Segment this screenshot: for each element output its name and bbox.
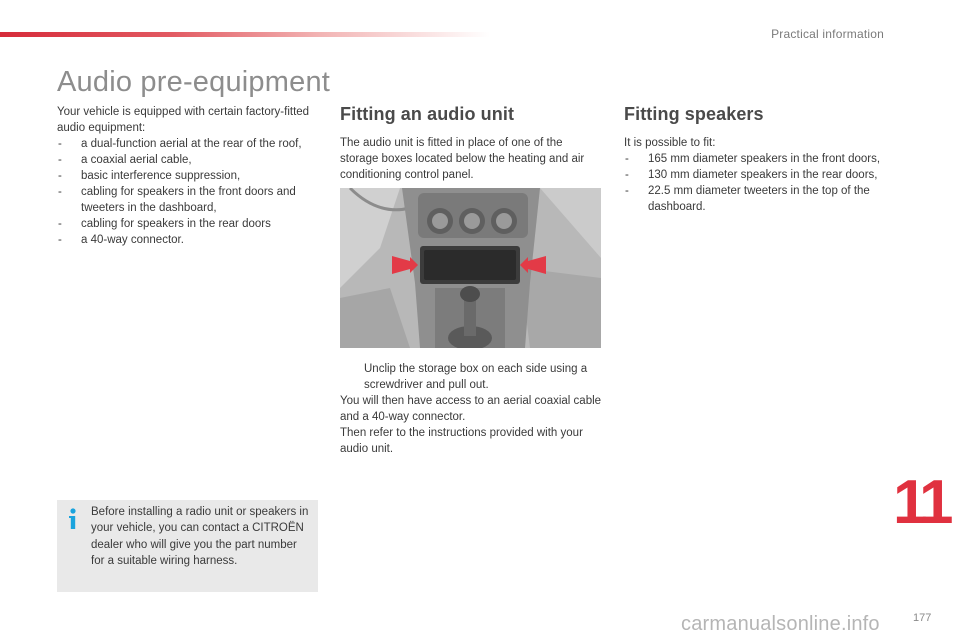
intro-text: Your vehicle is equipped with certain factory-fitted audio equipment:	[57, 106, 310, 134]
info-box	[57, 500, 318, 592]
speakers-item: - 22.5 mm diameter tweeters in the top of the dashboard.	[624, 183, 894, 215]
step-item	[340, 361, 602, 393]
page-number: 177	[913, 612, 932, 624]
fitting-speakers-text: It is possible to fit:	[624, 137, 716, 149]
chapter-number: 11	[893, 468, 949, 537]
equipment-item: - a 40-way connector.	[57, 232, 322, 248]
equipment-list	[57, 136, 322, 248]
section-label: Practical information	[771, 27, 884, 41]
header-accent-bar	[0, 32, 490, 37]
fitting-audio-text: The audio unit is fitted in place of one of the storage boxes located below the heating and air conditioning control panel.	[340, 137, 585, 181]
equipment-item: - cabling for speakers in the front doors and tweeters in the dashboard,	[57, 184, 322, 216]
fitting-audio-para: You will then have access to an aerial coaxial cable and a 40-way connector.	[340, 395, 602, 423]
fitting-audio-heading: Fitting an audio unit	[340, 104, 515, 124]
equipment-item: - a dual-function aerial at the rear of the roof,	[57, 136, 322, 152]
console-photo	[340, 188, 601, 348]
watermark: carmanualsonline.info	[681, 613, 880, 635]
info-icon	[68, 508, 78, 530]
speakers-list	[624, 151, 894, 215]
intro-column	[57, 104, 322, 248]
step-text: Unclip the storage box on each side using a screwdriver and pull out.	[364, 363, 588, 391]
fitting-audio-column	[340, 103, 602, 183]
fitting-audio-para: Then refer to the instructions provided with your audio unit.	[340, 427, 583, 455]
fitting-speakers-heading: Fitting speakers	[624, 104, 764, 124]
equipment-item: - basic interference suppression,	[57, 168, 322, 184]
equipment-item: - cabling for speakers in the rear doors	[57, 216, 322, 232]
fitting-speakers-column	[624, 103, 894, 215]
speakers-item: - 130 mm diameter speakers in the rear doors,	[624, 167, 894, 183]
info-box-text: Before installing a radio unit or speakers in your vehicle, you can contact a CITROËN dealer who will give you the part number for a suitable wiring harness.	[91, 506, 309, 568]
console-illustration	[340, 188, 601, 348]
equipment-item: - a coaxial aerial cable,	[57, 152, 322, 168]
speakers-item: - 165 mm diameter speakers in the front doors,	[624, 151, 894, 167]
page-title: Audio pre-equipment	[57, 66, 331, 98]
fitting-audio-steps	[340, 361, 602, 457]
